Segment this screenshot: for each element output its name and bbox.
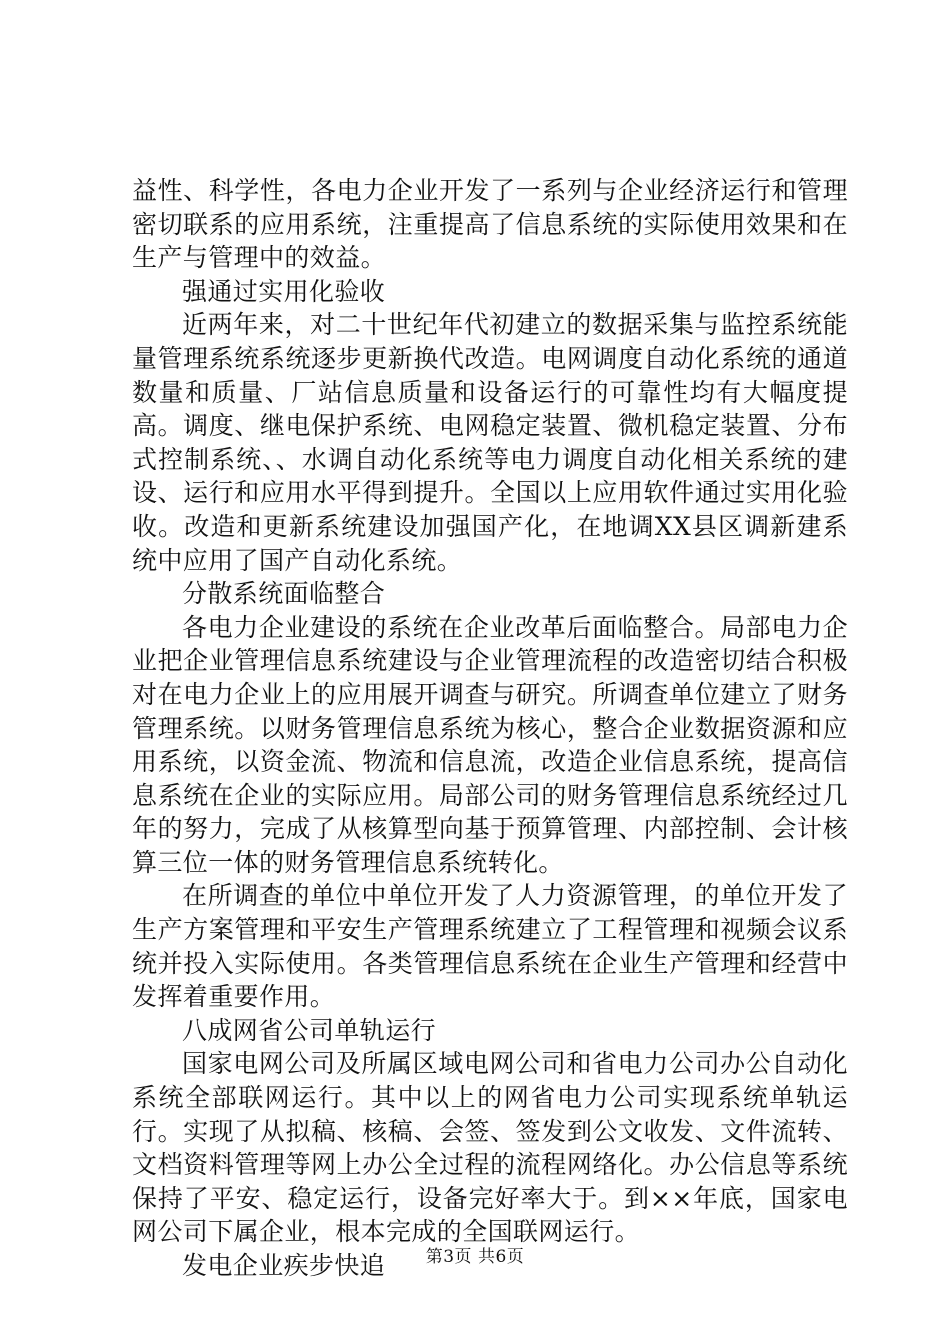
paragraph-1: 益性、科学性，各电力企业开发了一系列与企业经济运行和管理密切联系的应用系统，注重提高了信息系统的实际使用效果和在生产与管理中的效益。 [132, 176, 848, 273]
document-body [132, 174, 848, 1283]
section-heading-3: 八成网省公司单轨运行 [182, 1015, 437, 1045]
paragraph-3: 各电力企业建设的系统在企业改革后面临整合。局部电力企业把企业管理信息系统建设与企业管理流程的改造密切结合积极对在电力企业上的应用展开调查与研究。所调查单位建立了财务管理系统。以财务管理信息系统为核心，整合企业数据资源和应用系统，以资金流、物流和信息流，改造企业信息系统，提高信息系统在企业的实际应用。局部公司的财务管理信息系统经过几年的努力，完成了从核算型向基于预算管理、内部控制、会计核算三位一体的财务管理信息系统转化。 [132, 612, 848, 877]
section-heading-4: 发电企业疾步快追 [182, 1251, 386, 1280]
paragraph-4: 在所调查的单位中单位开发了人力资源管理，的单位开发了生产方案管理和平安生产管理系统建立了工程管理和视频会议系统并投入实际使用。各类管理信息系统在企业生产管理和经营中发挥着重要作用。 [132, 881, 848, 1012]
page-number-footer: 第3页 共6页 [425, 1247, 525, 1267]
section-heading-1: 强通过实用化验收 [182, 276, 386, 306]
paragraph-5: 国家电网公司及所属区域电网公司和省电力公司办公自动化系统全部联网运行。其中以上的网省电力公司实现系统单轨运行。实现了从拟稿、核稿、会签、签发到公文收发、文件流转、文档资料管理等网上办公全过程的流程网络化。办公信息等系统保持了平安、稳定运行，设备完好率大于。到××年底，国家电网公司下属企业，根本完成的全国联网运行。 [132, 1049, 848, 1247]
section-heading-2: 分散系统面临整合 [182, 579, 386, 609]
paragraph-2: 近两年来，对二十世纪年代初建立的数据采集与监控系统能量管理系统系统逐步更新换代改造。电网调度自动化系统的通道数量和质量、厂站信息质量和设备运行的可靠性均有大幅度提高。调度、继电保护系统、电网稳定装置、微机稳定装置、分布式控制系统、、水调自动化系统等电力调度自动化相关系统的建设、运行和应用水平得到提升。全国以上应用软件通过实用化验收。改造和更新系统建设加强国产化，在地调XX县区调新建系统中应用了国产自动化系统。 [132, 310, 848, 575]
